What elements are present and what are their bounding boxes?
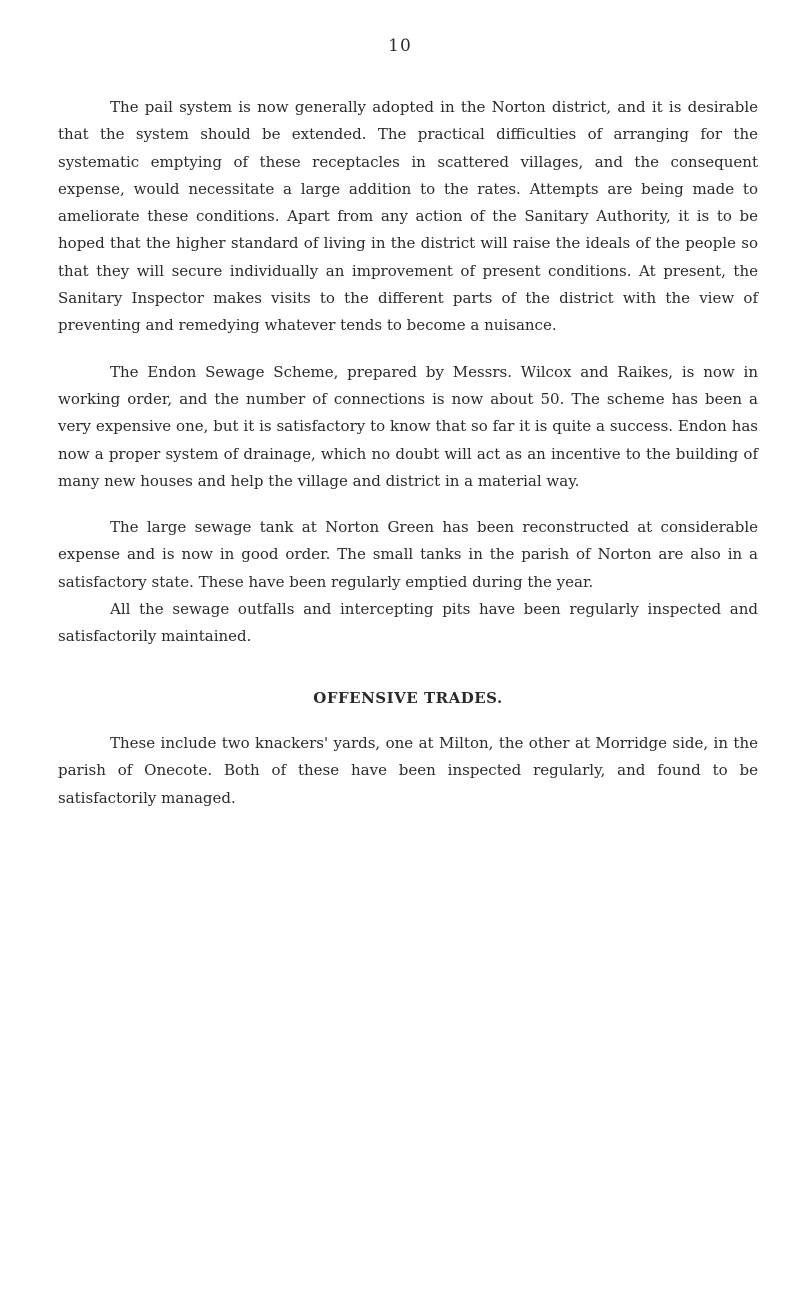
paragraph-pail-system: The pail system is now generally adopted in the Norton district, and it is desirable that the system should be extended. The practical difficulties of arranging for the systematic emptying of these receptacles in scattered villages, and the consequent expense, would necessitate a large addition to the rates. Attempts are being made to ameliorate these conditions. Apart from any action of the Sanitary Authority, it is to be hoped that the higher standard of living in the district will raise the ideals of the people so that they will secure individually an improvement of present conditions. At present, the Sanitary Inspector makes visits to the different parts of the district with the view of preventing and remedying whatever tends to become a nuisance. bbox=[58, 98, 758, 335]
paragraph-outfalls: All the sewage outfalls and intercepting pits have been regularly inspected and satisfactorily maintained. bbox=[58, 600, 758, 646]
paragraph-norton-tank: The large sewage tank at Norton Green has been reconstructed at considerable expense and is now in good order. The small tanks in the parish of Norton are also in a satisfactory state. These have been regularly emptied during the year. bbox=[58, 518, 758, 591]
paragraph-offensive-trades: These include two knackers' yards, one at Milton, the other at Morridge side, in the parish of Onecote. Both of these have been inspected regularly, and found to be satisfactorily managed. bbox=[58, 733, 758, 807]
paragraph-endon-sewage: The Endon Sewage Scheme, prepared by Messrs. Wilcox and Raikes, is now in working order, and the number of connections is now about 50. The scheme has been a very expensive one, but it is satisfactory to know that so far it is quite a success. Endon has now a proper system of drainage, which no doubt will act as an incentive to the building of many new houses and help the village and district in a material way. bbox=[58, 362, 758, 490]
section-heading-offensive-trades: OFFENSIVE TRADES. bbox=[313, 688, 503, 707]
page-number: 10 bbox=[388, 36, 412, 56]
document-body bbox=[58, 94, 758, 812]
